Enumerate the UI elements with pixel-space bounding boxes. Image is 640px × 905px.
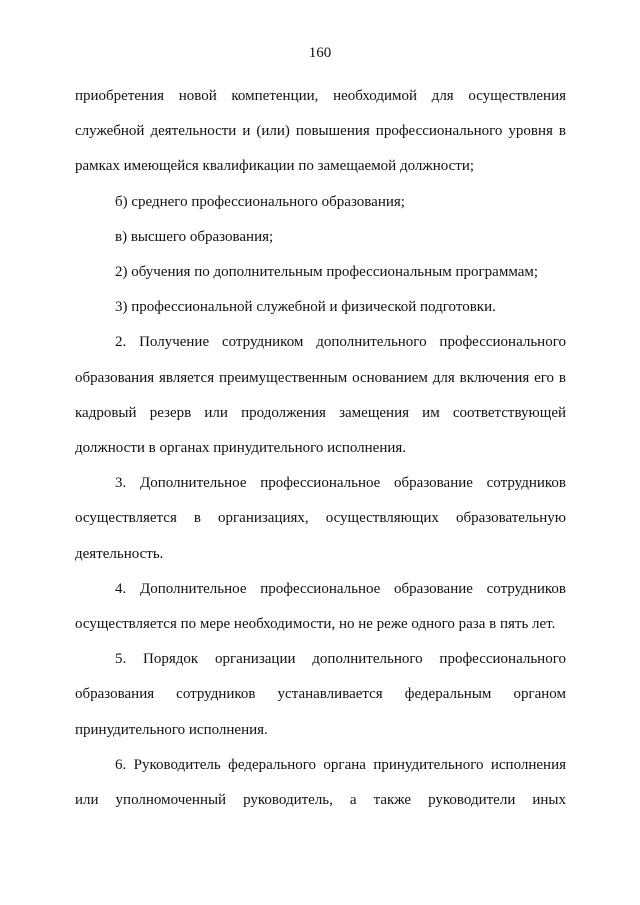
clause-4: 4. Дополнительное профессиональное образование сотрудников осуществляется по мере необходимости, но не реже одного раза в пять лет.: [75, 580, 566, 633]
clause-5: 5. Порядок организации дополнительного профессионального образования сотрудников устанавливается федеральным органом принудительного исполнения.: [75, 651, 566, 738]
list-item-v: в) высшего образования;: [115, 228, 274, 245]
clause-6: 6. Руководитель федерального органа принудительного исполнения или уполномоченный руководитель, а также руководители иных: [75, 756, 566, 809]
list-item-3: 3) профессиональной служебной и физической подготовки.: [115, 299, 496, 316]
list-item-b: б) среднего профессионального образования;: [115, 193, 405, 210]
clause-2: 2. Получение сотрудником дополнительного профессионального образования является преимущественным основанием для включения его в кадровый резерв или продолжения замещения им соответствующей должности в органах принудительного исполнения.: [75, 334, 566, 457]
paragraph-continuation: приобретения новой компетенции, необходимой для осуществления служебной деятельности и (или) повышения профессионального уровня в рамках имеющейся квалификации по замещаемой должности;: [75, 88, 566, 175]
page-number: 160: [308, 45, 332, 61]
clause-3: 3. Дополнительное профессиональное образование сотрудников осуществляется в организациях, осуществляющих образовательную деятельность.: [75, 475, 566, 562]
list-item-2: 2) обучения по дополнительным профессиональным программам;: [115, 264, 539, 281]
document-body: [75, 79, 566, 818]
